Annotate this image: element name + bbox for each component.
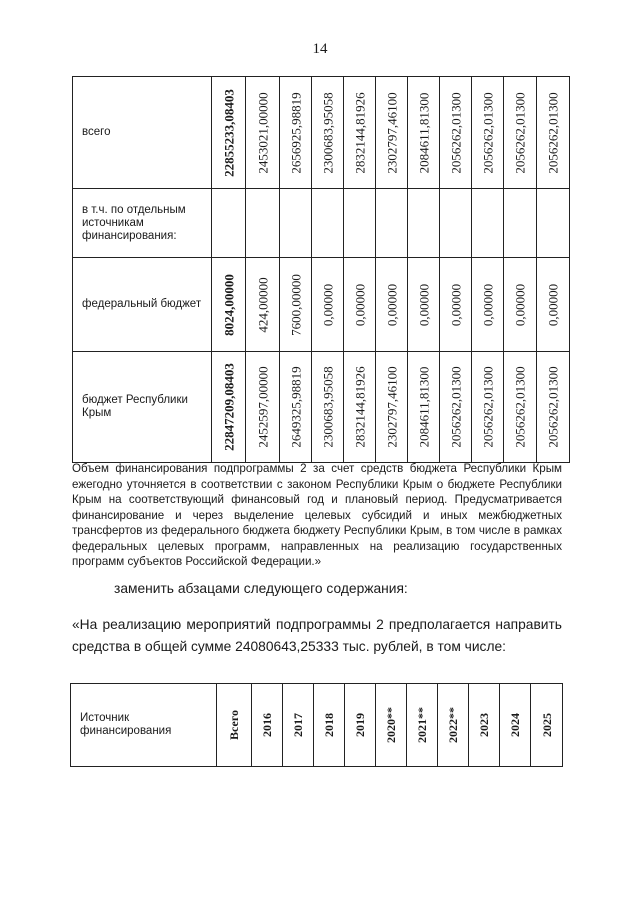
- table-row: [73, 189, 603, 258]
- value-cell: [246, 77, 280, 189]
- value-cell: [376, 352, 408, 463]
- value-cell: [312, 189, 344, 258]
- cell-value: 0,00000: [320, 283, 335, 326]
- value-cell: [344, 77, 376, 189]
- financing-table-old: [72, 76, 603, 463]
- cell-value: 0,00000: [545, 283, 561, 326]
- row-label: бюджет Республики Крым: [73, 352, 212, 463]
- year-header-cell: [407, 684, 438, 767]
- financing-table-new: [70, 683, 563, 767]
- value-cell: [344, 258, 376, 352]
- year-header-cell: [314, 684, 345, 767]
- year-header-cell: [469, 684, 500, 767]
- value-cell: [440, 352, 472, 463]
- cell-value: 424,00000: [255, 276, 270, 333]
- value-cell: [344, 189, 376, 258]
- cell-value: 2056262,01300: [480, 366, 495, 448]
- cell-value: 7600,00000: [288, 273, 303, 336]
- value-cell: [408, 258, 440, 352]
- year-header-cell: [376, 684, 407, 767]
- value-cell: [344, 352, 376, 463]
- value-cell: [280, 77, 312, 189]
- cell-value: 2453021,00000: [255, 91, 270, 174]
- year-header: 2018: [322, 713, 336, 737]
- year-header-cell: [252, 684, 283, 767]
- year-header: 2023: [477, 713, 491, 737]
- value-cell: [246, 352, 280, 463]
- year-header: 2019: [353, 713, 367, 737]
- table-row: [73, 352, 603, 463]
- cell-value: 0,00000: [416, 283, 431, 326]
- financing-note-paragraph: Объем финансирования подпрограммы 2 за счет средств бюджета Республики Крым ежегодно уточняется в соответствии с законом Республики Крым о бюджете Республики Крым на соответствующий финансовый год и плановый период. Предусматривается финансирование и через выделение целевых субсидий и иных межбюджетных трансфертов из федерального бюджета бюджету Республики Крым, в том числе в рамках федеральных целевых программ, направленных на реализацию государственных программ субъектов Российской Федерации.»: [72, 462, 562, 568]
- total-cell: [212, 352, 246, 463]
- value-cell: [440, 189, 472, 258]
- cell-value: 2056262,01300: [480, 91, 495, 174]
- cell-value: 2056262,01300: [545, 91, 561, 174]
- cell-value: 2302797,46100: [384, 366, 399, 448]
- value-cell: [472, 352, 504, 463]
- total-cell: [212, 189, 246, 258]
- replace-instruction: заменить абзацами следующего содержания:: [114, 581, 408, 596]
- value-cell: [537, 189, 570, 258]
- cell-value: 0,00000: [512, 283, 528, 326]
- year-header-cell: [531, 684, 563, 767]
- value-cell: [537, 258, 570, 352]
- year-header-cell: [283, 684, 314, 767]
- cell-value: 0,00000: [384, 283, 399, 326]
- value-cell: [504, 352, 537, 463]
- table-row: [73, 258, 603, 352]
- value-cell: [376, 189, 408, 258]
- value-cell: [246, 258, 280, 352]
- value-cell: [246, 189, 280, 258]
- cell-value: 2084611,81300: [416, 92, 431, 173]
- total-value: 8024,00000: [221, 273, 236, 336]
- value-cell: [280, 189, 312, 258]
- cell-value: 2056262,01300: [512, 366, 528, 448]
- cell-value: 2649325,98819: [288, 366, 303, 448]
- value-cell: [504, 258, 537, 352]
- value-cell: [408, 352, 440, 463]
- cell-value: 2302797,46100: [384, 91, 399, 174]
- year-header: 2017: [291, 713, 305, 737]
- cell-value: 2300683,95058: [320, 91, 335, 174]
- value-cell: [408, 77, 440, 189]
- table-header-source: Источник финансирования: [71, 684, 217, 767]
- year-header: 2016: [260, 713, 274, 737]
- cell-value: 2656925,98819: [288, 91, 303, 174]
- value-cell: [537, 352, 570, 463]
- value-cell: [504, 77, 537, 189]
- cell-value: 2084611,81300: [416, 366, 431, 448]
- cell-value: 2056262,01300: [512, 91, 528, 174]
- page-number: 14: [312, 41, 328, 57]
- cell-value: 2056262,01300: [448, 366, 463, 448]
- year-header: Всего: [227, 710, 241, 740]
- value-cell: [280, 258, 312, 352]
- cell-value: 0,00000: [480, 283, 495, 326]
- year-header: 2020**: [384, 707, 398, 743]
- cell-value: 0,00000: [352, 283, 367, 326]
- value-cell: [537, 77, 570, 189]
- value-cell: [472, 189, 504, 258]
- cell-value: 2832144,81926: [352, 91, 367, 174]
- year-header-cell: [438, 684, 469, 767]
- total-value: 22855233,08403: [221, 88, 236, 177]
- value-cell: [472, 258, 504, 352]
- cell-value: 2300683,95058: [320, 366, 335, 448]
- cell-value: 2832144,81926: [352, 366, 367, 448]
- year-header-cell: [345, 684, 376, 767]
- cell-value: 2056262,01300: [448, 91, 463, 174]
- year-header-cell: [500, 684, 531, 767]
- value-cell: [376, 258, 408, 352]
- value-cell: [376, 77, 408, 189]
- value-cell: [408, 189, 440, 258]
- row-label: в т.ч. по отдельным источникам финансирования:: [73, 189, 212, 258]
- year-header: 2025: [539, 713, 554, 737]
- cell-value: 0,00000: [448, 283, 463, 326]
- table-row: [73, 77, 603, 189]
- value-cell: [472, 77, 504, 189]
- value-cell: [440, 77, 472, 189]
- value-cell: [312, 352, 344, 463]
- year-header-cell: [217, 684, 252, 767]
- value-cell: [504, 189, 537, 258]
- total-value: 22847209,08403: [221, 363, 236, 451]
- cell-value: 2056262,01300: [545, 366, 561, 448]
- new-financing-paragraph: «На реализацию мероприятий подпрограммы 2 предполагается направить средства в общей сумме 24080643,25333 тыс. рублей, в том числе:: [72, 617, 562, 654]
- cell-value: 2452597,00000: [255, 366, 270, 448]
- year-header: 2024: [508, 713, 522, 737]
- row-label: всего: [73, 77, 212, 189]
- value-cell: [312, 77, 344, 189]
- value-cell: [440, 258, 472, 352]
- year-header: 2022**: [446, 707, 460, 743]
- value-cell: [312, 258, 344, 352]
- year-header: 2021**: [415, 707, 429, 743]
- value-cell: [280, 352, 312, 463]
- total-cell: [212, 77, 246, 189]
- total-cell: [212, 258, 246, 352]
- row-label: федеральный бюджет: [73, 258, 212, 352]
